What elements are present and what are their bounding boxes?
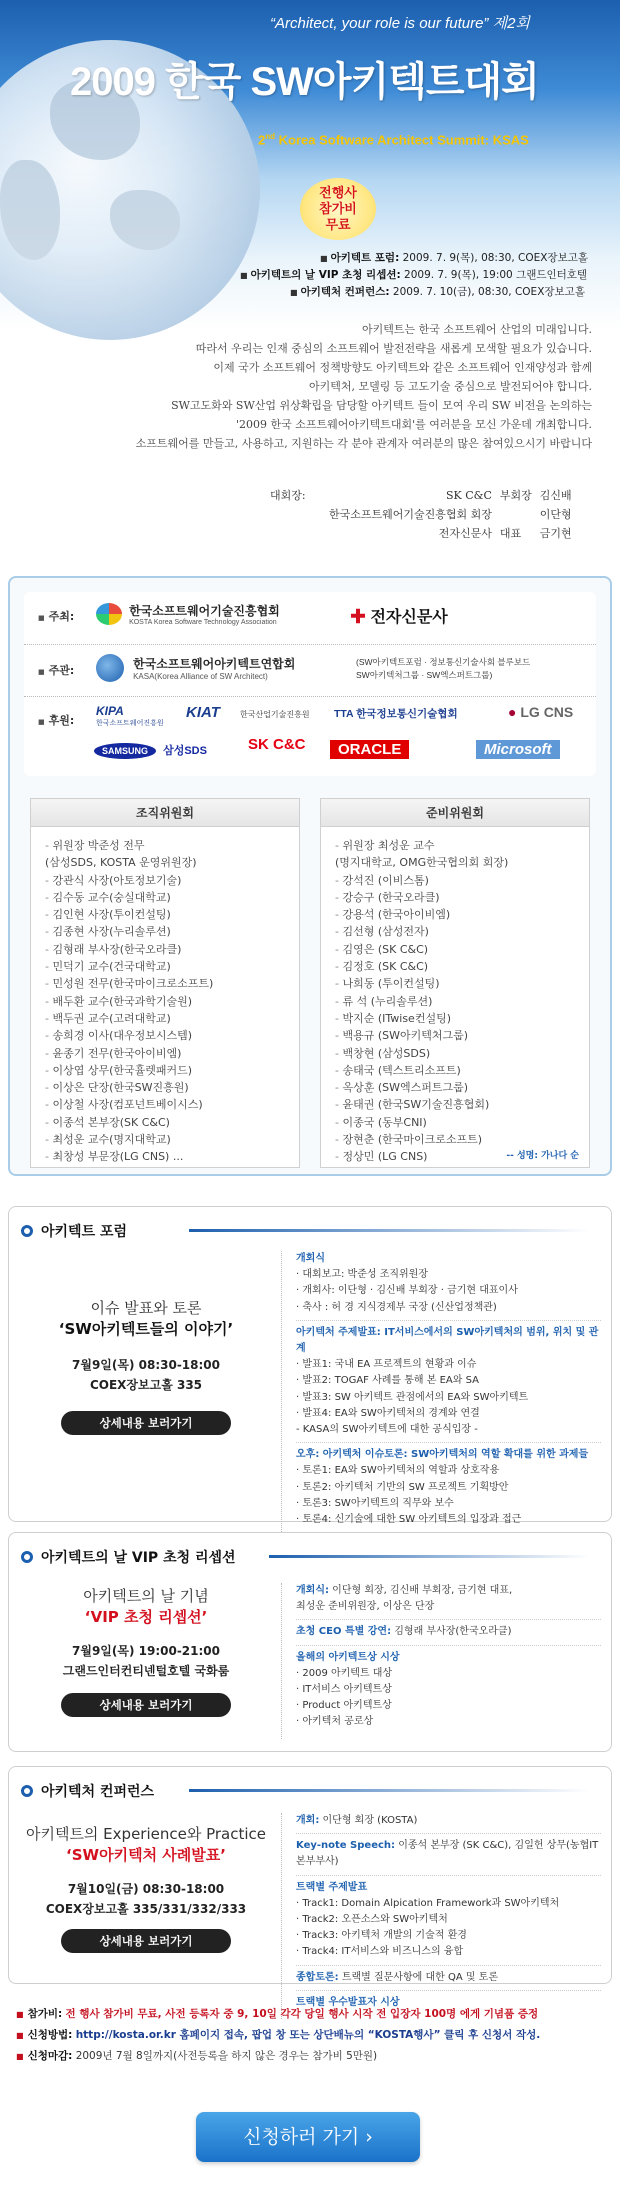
samsung-logo[interactable]: SAMSUNG 삼성SDS <box>94 742 207 759</box>
lg-icon: ● <box>508 704 517 720</box>
committee-member: - 이상엽 상무(한국휼렛패커드) <box>45 1062 285 1079</box>
program-line: · 토론3: SW아키텍트의 직무와 보수 <box>296 1497 454 1509</box>
program-line: · 토론4: 신기술에 대한 SW 아키텍트의 입장과 접근 <box>296 1514 522 1526</box>
free-badge: 전행사 참가비 무료 <box>300 178 376 240</box>
forum-date: 7월9일(목) 08:30-18:00 <box>72 1358 220 1372</box>
program-heading: 개회: 이단형 회장 (KOSTA) <box>296 1815 418 1826</box>
vip-date: 7월9일(목) 19:00-21:00 <box>72 1644 220 1658</box>
organizer-note: (SW아키텍트포럼 · 정보통신기술사회 블루보드 SW아키텍처그룹 · SW엑스퍼트그룹) <box>356 657 531 680</box>
program-line: · Track1: Domain Alpication Framework과 SW아키텍처 <box>296 1897 560 1909</box>
schedule-item: ■ 아키텍처 컨퍼런스: 2009. 7. 10(금), 08:30, COEX장보고홀 <box>290 286 585 298</box>
program-line: · 2009 아키텍트 대상 <box>296 1667 393 1679</box>
organizer-label: ■ 주관: <box>38 662 86 678</box>
vip-tagline: 아키텍트의 날 기념 <box>83 1587 209 1605</box>
vip-program <box>281 1583 601 1739</box>
page-title: 2009 한국 SW아키텍트대회 <box>70 60 539 104</box>
program-heading: 오후: 아키텍처 이슈토론: SW아키텍처의 역할 확대를 위한 과제들 <box>296 1449 589 1461</box>
program-heading: 트랙별 주제발표 <box>296 1881 368 1893</box>
committee-footnote: -- 성명: 가나다 순 <box>506 1151 579 1161</box>
forum-subject: ‘SW아키텍트들의 이야기’ <box>58 1320 234 1338</box>
forum-place: COEX장보고홀 335 <box>89 1378 203 1392</box>
committee-member: - 윤태권 (한국SW기술진흥협회) <box>335 1096 575 1113</box>
committee-member: - 최창성 부문장(LG CNS) ... <box>45 1148 285 1165</box>
program-line: · 대회보고: 박준성 조직위원장 <box>296 1269 429 1281</box>
program-block <box>296 1583 601 1620</box>
kasa-icon <box>96 654 124 682</box>
forum-program <box>281 1251 601 1536</box>
committee-member: - 김종현 사장(누리솔루션) <box>45 923 285 940</box>
slogan: “Architect, your role is our future” 제2회 <box>270 15 530 32</box>
program-line: · 발표1: 국내 EA 프로젝트의 현황과 이슈 <box>296 1359 477 1371</box>
vip-detail-button[interactable]: 상세내용 보러가기 <box>61 1693 231 1717</box>
committee-member: (명지대학교, OMG한국협의회 회장) <box>335 856 509 870</box>
committee-member: - 김영은 (SK C&C) <box>335 941 575 958</box>
host-label: ■ 주최: <box>38 608 86 624</box>
chairmen-label: 대회장: <box>270 489 306 502</box>
committee-member: - 이종국 (동부CNI) <box>335 1114 575 1131</box>
program-block <box>296 1251 601 1321</box>
org-committee-title: 조직위원회 <box>31 799 299 827</box>
program-line: · 아키텍처 공로상 <box>296 1716 374 1728</box>
schedule-item: ■ 아키텍트의 날 VIP 초청 리셉션: 2009. 7. 9(목), 19:00 그랜드인터호텔 <box>240 269 588 281</box>
committee-member: - 정상민 (LG CNS) <box>335 1148 575 1165</box>
vip-heading: 아키텍트의 날 VIP 초청 리셉션 <box>21 1547 236 1567</box>
method-note: ■ 신청방법: http://kosta.or.kr 홈페이지 접속, 팝업 창 또는 상단배뉴의 “KOSTA행사” 클릭 후 신청서 작성. <box>16 2029 541 2041</box>
program-heading: 트랙별 우수발표자 시상 <box>296 1996 400 2008</box>
hosts-panel <box>24 592 596 776</box>
kasa-logo[interactable]: 한국소프트웨어아키텍트연합회 KASA(Korea Alliance of SW Architect) <box>96 654 295 682</box>
microsoft-logo[interactable]: Microsoft <box>476 740 560 759</box>
forum-section <box>8 1206 612 1526</box>
committee-member: - 장현춘 (한국마이크로소프트) <box>335 1131 575 1148</box>
forum-summary <box>21 1297 271 1435</box>
skcc-logo[interactable]: SK C&C <box>248 736 306 753</box>
conference-heading: 아키텍처 컨퍼런스 <box>21 1781 154 1801</box>
committee-member: - 배두환 교수(한국과학기술원) <box>45 993 285 1010</box>
committee-member: - 위원장 박준성 전무 <box>45 837 285 854</box>
vip-subject: ‘VIP 초청 리셉션’ <box>84 1608 208 1626</box>
program-block <box>296 1880 601 1966</box>
vip-place: 그랜드인터컨티넨털호텔 국화룸 <box>62 1664 230 1678</box>
circle-icon <box>21 1225 33 1237</box>
program-line: · Track4: IT서비스와 비즈니스의 융합 <box>296 1946 464 1958</box>
vip-summary <box>21 1585 271 1717</box>
program-block <box>296 1970 601 1991</box>
program-line: 최성운 준비위원장, 이상은 단장 <box>296 1601 435 1613</box>
conference-subject: ‘SW아키텍처 사례발표’ <box>66 1846 226 1864</box>
circle-icon <box>21 1551 33 1563</box>
deadline-note: ■ 신청마감: 2009년 7월 8일까지(사전등록을 하지 않은 경우는 참가비 5만원) <box>16 2050 378 2062</box>
hosts-committee-box <box>8 576 612 1176</box>
forum-heading: 아키텍트 포럼 <box>21 1221 127 1241</box>
oracle-logo[interactable]: ORACLE <box>330 740 409 759</box>
header-banner <box>0 0 620 544</box>
committee-member: - 윤종기 전무(한국아이비엠) <box>45 1045 285 1062</box>
sponsor-label: ■ 후원: <box>38 712 86 728</box>
program-block <box>296 1650 601 1735</box>
fee-note: ■ 참가비: 전 행사 참가비 무료, 사전 등록자 중 9, 10일 각각 당일 행사 시작 전 입장자 100명 에게 기념품 증정 <box>16 2008 539 2020</box>
program-line: · 발표2: TOGAF 사례를 통해 본 EA와 SA <box>296 1375 479 1387</box>
committee-member: - 김정호 (SK C&C) <box>335 958 575 975</box>
program-line: · Track3: 아키텍처 개발의 기술적 환경 <box>296 1930 467 1942</box>
program-line: · 발표3: SW 아키텍트 관점에서의 EA와 SW아키텍트 <box>296 1391 529 1403</box>
committee-member: - 김수동 교수(숭실대학교) <box>45 889 285 906</box>
program-line: · Track2: 오픈소스와 SW아키텍처 <box>296 1914 448 1926</box>
prep-committee-list <box>321 827 589 1176</box>
conference-tagline: 아키텍트의 Experience와 Practice <box>25 1825 267 1843</box>
apply-button[interactable]: 신청하러 가기 › <box>196 2112 420 2162</box>
program-heading: Key-note Speech: 이종석 본부장 (SK C&C), 김일헌 상무(농협IT본부부사) <box>296 1840 599 1868</box>
program-heading: 초청 CEO 특별 강연: 김형래 부사장(한국오라클) <box>296 1626 512 1638</box>
conference-date: 7월10일(금) 08:30-18:00 <box>67 1882 225 1896</box>
program-line: · Product 아키텍트상 <box>296 1700 392 1712</box>
kosta-icon <box>96 603 122 625</box>
program-block <box>296 1813 601 1834</box>
committee-member: - 강관식 사장(아토정보기술) <box>45 872 285 889</box>
committee-member: (삼성SDS, KOSTA 운영위원장) <box>45 856 197 870</box>
vip-section <box>8 1532 612 1752</box>
committee-member: - 나희동 (투이컨설팅) <box>335 975 575 992</box>
conference-program <box>281 1813 601 2019</box>
committee-member: - 위원장 최성운 교수 <box>335 837 575 854</box>
committee-member: - 민성원 전무(한국마이크로소프트) <box>45 975 285 992</box>
tta-logo[interactable]: TTA 한국정보통신기술협회 <box>334 708 458 720</box>
committee-member: - 백창현 (삼성SDS) <box>335 1045 575 1062</box>
heading-rule <box>189 1229 589 1232</box>
kipa-logo[interactable]: KIPA 한국소프트웨어진흥원 <box>96 704 164 727</box>
conference-place: COEX장보고홀 335/331/332/333 <box>45 1902 247 1916</box>
program-block <box>296 1838 601 1875</box>
program-line: · 발표4: EA와 SW아키텍처의 경계와 연결 <box>296 1407 480 1419</box>
program-line: · 개회사: 이단형 · 김신배 부회장 · 금기현 대표이사 <box>296 1285 518 1297</box>
chairmen-table: SK C&C 부회장 김신배 한국소프트웨어기술진흥협회 회장 이단형 전자신문사 대표 금기현 <box>329 489 572 540</box>
circle-icon <box>21 1785 33 1797</box>
conference-section <box>8 1766 612 2008</box>
etnews-logo[interactable]: ✚ 전자신문사 <box>350 609 448 626</box>
committee-member: - 이상은 단장(한국SW진흥원) <box>45 1079 285 1096</box>
committee-member: - 옥상훈 (SW엑스퍼트그룹) <box>335 1079 575 1096</box>
conference-detail-button[interactable]: 상세내용 보러가기 <box>61 1929 231 1953</box>
program-heading: 개회식 <box>296 1253 325 1264</box>
intro-text: 아키텍트는 한국 소프트웨어 산업의 미래입니다. 따라서 우리는 인재 중심의 소프트웨어 발전전략을 새롭게 모색할 필요가 있습니다. 이제 국가 소프트웨어 정책방향도 아키텍트와 같은 소프트웨어 인재양성과 함께 아키텍처, 모델링 등 고도기술 중심으로 발전되어야 합니다. SW고도화와 SW산업 위상확립을 담당할 아키텍트 들이 모여 우리 SW 비전을 논의하는 '2009 한국 소프트웨어아키텍트대회'를 여러분을 모신 가운데 개최합니다. 소프트웨어를 만들고, 사용하고, 지원하는 각 분야 관계자 여러분의 많은 참여있으시기 바랍니다 <box>135 323 592 450</box>
program-block <box>296 1447 601 1532</box>
registration-notes <box>16 2004 606 2067</box>
kiat-sub: 한국산업기술진흥원 <box>240 710 310 719</box>
program-block <box>296 1325 601 1443</box>
committee-member: - 최성운 교수(명지대학교) <box>45 1131 285 1148</box>
committee-member: - 박지순 (ITwise컨설팅) <box>335 1010 575 1027</box>
conference-summary <box>21 1823 271 1953</box>
kiat-logo[interactable]: KIAT <box>186 704 220 721</box>
committee-member: - 송태국 (텍스트리소프트) <box>335 1062 575 1079</box>
kosta-logo[interactable]: 한국소프트웨어기술진흥협회 KOSTA Korea Software Technology Association <box>96 602 280 626</box>
program-line: · IT서비스 아키텍트상 <box>296 1684 392 1696</box>
schedule-list <box>240 250 588 301</box>
schedule-item: ■ 아키텍트 포럼: 2009. 7. 9(목), 08:30, COEX장보고홀 <box>320 252 588 264</box>
program-line: - KASA의 SW아키텍트에 대한 공식입장 - <box>296 1424 478 1436</box>
committee-member: - 강석진 (이비스톰) <box>335 872 575 889</box>
org-committee <box>30 798 300 1168</box>
program-line: · 축사 : 허 경 지식경제부 국장 (신산업정책관) <box>296 1301 497 1313</box>
committee-member: - 이상철 사장(컴포넌트베이시스) <box>45 1096 285 1113</box>
heading-rule <box>269 1555 589 1558</box>
committee-member: - 강용석 (한국아이비엠) <box>335 906 575 923</box>
program-heading: 개회식: 이단형 회장, 김신배 부회장, 금기현 대표, <box>296 1585 513 1596</box>
committee-member: - 김인현 사장(투이컨설팅) <box>45 906 285 923</box>
prep-committee-title: 준비위원회 <box>321 799 589 827</box>
program-block <box>296 1624 601 1645</box>
committee-member: - 강승구 (한국오라클) <box>335 889 575 906</box>
program-line: · 토론2: 아키텍처 기반의 SW 프로젝트 기획방안 <box>296 1481 509 1493</box>
etnews-icon: ✚ <box>350 609 367 626</box>
org-committee-list <box>31 827 299 1176</box>
committee-member: - 백용규 (SW아키텍처그룹) <box>335 1027 575 1044</box>
program-line: · 토론1: EA와 SW아키텍처의 역할과 상호작용 <box>296 1465 500 1477</box>
committee-member: - 백두권 교수(고려대학교) <box>45 1010 285 1027</box>
forum-tagline: 이슈 발표와 토론 <box>90 1299 202 1317</box>
committee-member: - 류 석 (누리솔루션) <box>335 993 575 1010</box>
subtitle: 2nd Korea Software Architect Summit: KSAS <box>258 132 529 148</box>
committee-member: - 김선형 (삼성전자) <box>335 923 575 940</box>
committee-member: - 이종석 본부장(SK C&C) <box>45 1114 285 1131</box>
forum-detail-button[interactable]: 상세내용 보러가기 <box>61 1411 231 1435</box>
prep-committee <box>320 798 590 1168</box>
lgcns-logo[interactable]: ● LG CNS <box>508 704 574 720</box>
committee-member: - 김형래 부사장(한국오라클) <box>45 941 285 958</box>
program-heading: 아키텍처 주제발표: IT서비스에서의 SW아키텍처의 범위, 위치 및 관계 <box>296 1326 599 1355</box>
committee-member: - 송희경 이사(대우정보시스템) <box>45 1027 285 1044</box>
program-heading: 종합토론: 트랙별 질문사항에 대한 QA 및 토론 <box>296 1971 499 1983</box>
heading-rule <box>189 1789 589 1792</box>
committee-member: - 민덕기 교수(건국대학교) <box>45 958 285 975</box>
program-heading: 올해의 아키텍트상 시상 <box>296 1651 400 1663</box>
